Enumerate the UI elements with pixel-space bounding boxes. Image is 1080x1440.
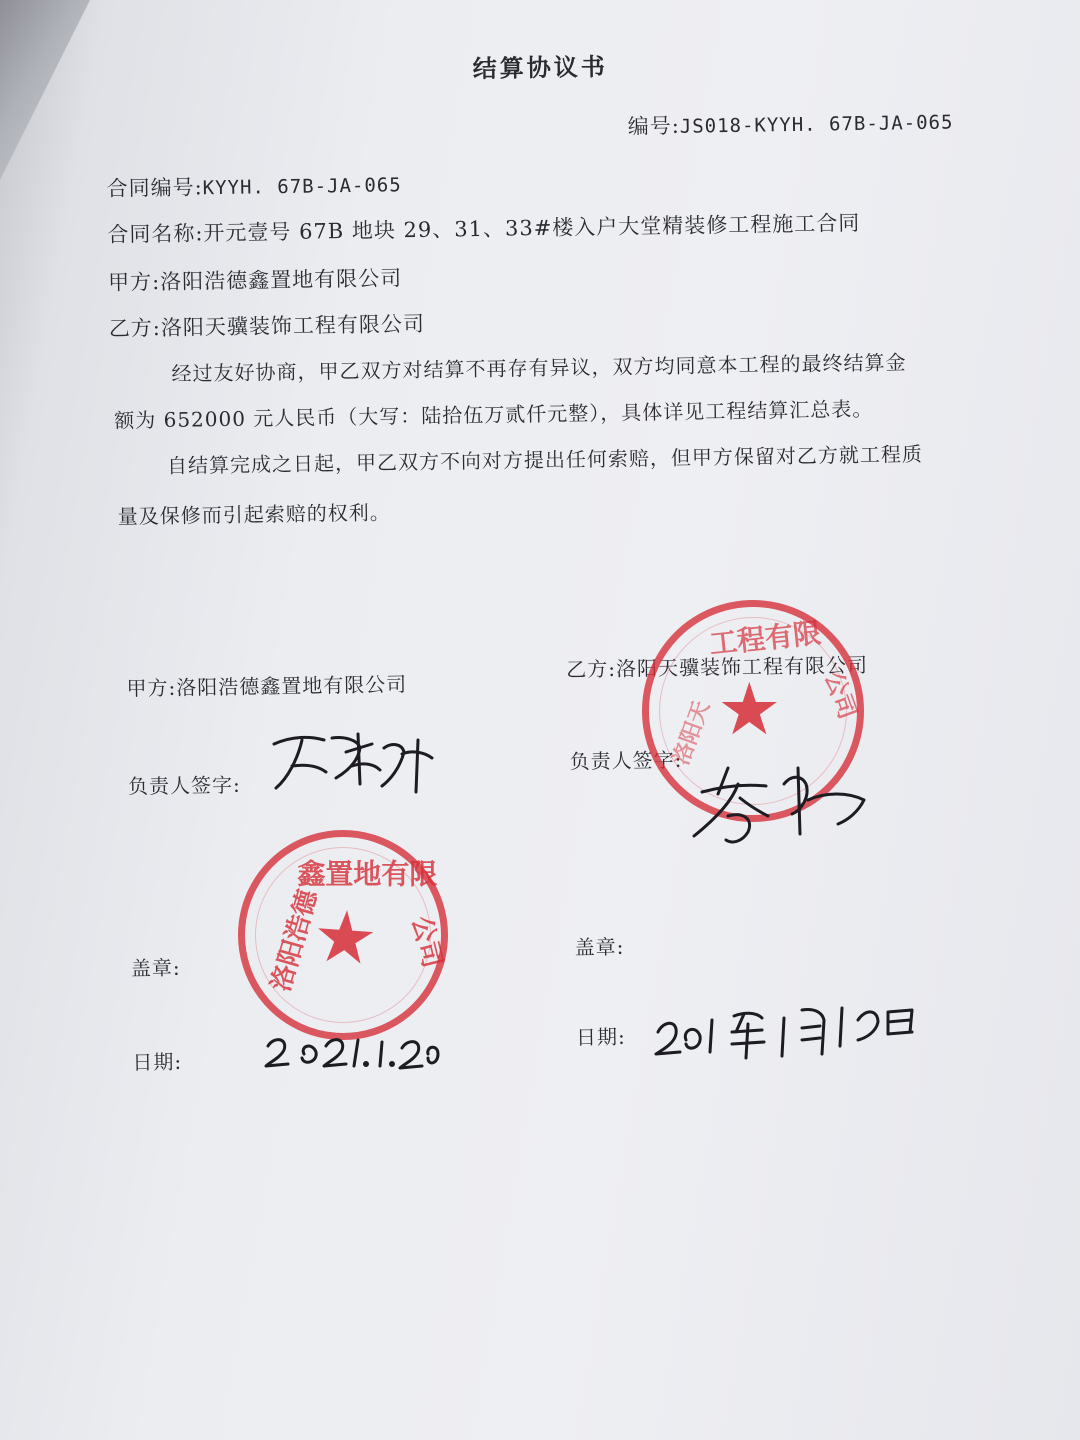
serial-number <box>627 105 953 140</box>
party-a-company-seal: 鑫置地有限 洛阳浩德 公司 ★ <box>231 823 455 1047</box>
paragraph-1-line-2: 额为 652000 元人民币（大写：陆拾伍万贰仟元整），具体详见工程结算汇总表。 <box>114 396 874 433</box>
contract-name-value: 开元壹号 67B 地块 29、31、33#楼入户大堂精装修工程施工合同 <box>203 210 861 246</box>
party-a-date-label: 日期: <box>132 1049 183 1075</box>
seal-star-icon: ★ <box>717 667 782 751</box>
contract-number-value: KYYH. 67B-JA-065 <box>202 174 402 200</box>
serial-label: 编号: <box>627 113 680 139</box>
document-title: 结算协议书 <box>472 51 608 84</box>
sign-party-b-name: 洛阳天骥装饰工程有限公司 <box>615 652 869 681</box>
sign-party-a-label: 甲方: <box>126 675 177 701</box>
seal-star-icon: ★ <box>310 893 381 982</box>
sign-party-a-name: 洛阳浩德鑫置地有限公司 <box>176 672 408 700</box>
contract-name-label: 合同名称: <box>107 221 204 247</box>
party-b-sign-label: 负责人签字: <box>569 747 683 774</box>
party-a-line <box>108 262 403 297</box>
party-b-line <box>109 308 426 343</box>
contract-number-label: 合同编号: <box>106 175 203 201</box>
party-a-label: 甲方: <box>107 269 161 295</box>
party-b-label: 乙方: <box>108 315 162 341</box>
paragraph-2-line-2: 量及保修而引起索赔的权利。 <box>117 500 391 529</box>
party-b-seal-label: 盖章: <box>574 934 625 960</box>
party-a-name: 洛阳浩德鑫置地有限公司 <box>159 266 403 294</box>
party-b-company-seal: 工程有限 洛阳天 公司 ★ <box>642 600 864 822</box>
sign-party-b-label: 乙方: <box>566 656 617 682</box>
contract-number <box>106 168 402 203</box>
sign-party-a <box>126 668 407 701</box>
party-b-date-label: 日期: <box>575 1024 626 1050</box>
party-b-handwritten-date <box>652 990 932 1070</box>
party-b-handwritten-signature <box>688 754 878 854</box>
party-a-handwritten-date <box>262 1026 442 1076</box>
paragraph-1-line-1: 经过友好协商，甲乙双方对结算不再存有异议，双方均同意本工程的最终结算金 <box>171 350 907 386</box>
party-a-sign-label: 负责人签字: <box>127 772 241 799</box>
party-b-name: 洛阳天骥装饰工程有限公司 <box>160 311 426 340</box>
serial-value: JS018-KYYH. 67B-JA-065 <box>679 111 954 138</box>
party-a-seal-label: 盖章: <box>130 955 181 981</box>
contract-name <box>107 207 860 249</box>
paragraph-2-line-1: 自结算完成之日起，甲乙双方不向对方提出任何索赔，但甲方保留对乙方就工程质 <box>166 441 924 478</box>
party-a-handwritten-signature <box>262 722 452 802</box>
